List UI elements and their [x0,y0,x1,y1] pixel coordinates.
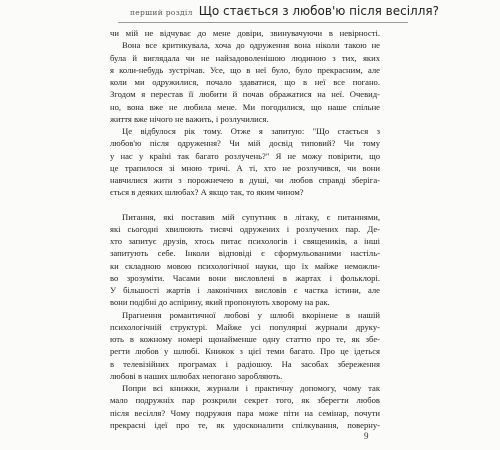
chapter-title: Що стається з любов'ю після весілля? [198,4,439,18]
paragraph [110,125,380,199]
paragraph [110,211,380,309]
text-line: Питання, які поставив мій супутник в літаку, є питаннями, [122,211,380,222]
text-line: во зрозуміти. Часами вони висловлені в жартах і фольклорі. [110,272,380,283]
paragraph [110,382,380,431]
text-line: це трапилося зі мною тричі. А ті, хто не розлучився, чи вони [110,162,380,173]
text-line: хто запитує друзів, хтось питає психологів і священиків, а інші [110,236,380,246]
text-line: психологічній структурі. Майже усі популярні журнали друку- [110,321,380,332]
page-number: 9 [364,431,369,441]
text-line: коли ми одружилися, почало здаватися, що в неї все погано. [110,77,380,87]
text-line: я коли-небудь зустрічав. Усе, що в неї було, було прекрасним, але [110,64,380,75]
text-line: ється в деяких шлюбах? А якщо так, то яким чином? [110,187,304,198]
text-line: прекрасні ідеї про те, як удосконалити спілкування, поверну- [110,419,380,430]
chapter-label: перший розділ [130,8,193,17]
text-line: запитують себе. Інколи відповіді є сформульованими настіль- [110,248,380,259]
paragraph-gap [110,199,380,211]
text-line: ють в кожному номері щонайменше одну статтю про те, як збе- [110,334,380,344]
text-line: після весілля? Чому подружня пара може піти на семінар, почути [110,407,380,418]
text-line: життя вже нічого не важить, і розлучилися. [110,113,269,124]
header-rule [118,22,408,23]
text-line: Згодом я перестав її любити й почав ображатися на неї. Очевид- [110,89,380,100]
paragraph [110,27,380,125]
text-line: Вона все критикувала, хоча до одруження вона ніколи такою не [122,40,380,51]
text-line: вони подібні до аспірину, який пропонують хворому на рак. [110,297,330,308]
text-line: ки складною мовою психологічної науки, що їх майже неможли- [110,260,380,271]
text-line: Прагнення романтичної любові у шлюбі вкорінене в нашій [122,309,380,320]
text-line: У більшості жартів і лаконічних висловів є частка істини, але [110,285,380,295]
text-line: регти любов у шлюбі. Книжок з цієї теми багато. Про це ідеться [110,346,380,357]
text-line: була й виглядала чи не найзадоволенішою людиною з тих, яких [110,52,380,63]
text-line: Попри всі книжки, журнали і практичну допомогу, чому так [122,383,380,393]
page-body [110,27,380,431]
text-line: любов'ю після одруження? Чи мій досвід типовий? Чи тому [110,138,380,149]
text-line: у нас у країні так багато розлучень?" Я не можу повірити, що [110,150,380,161]
paragraph [110,309,380,383]
text-line: но, вона вже не любила мене. Ми погодилися, що наше спільне [110,101,380,112]
text-line: навчилися жити з порожнечею в душі, чи любов справді зберіга- [110,175,380,185]
text-line: чи мій не відчуває до мене довіри, звинувачуючи в невірності. [110,28,380,38]
text-line: Це відбулося рік тому. Отже я запитую: "Що стається з [122,126,380,136]
text-line: мало подружніх пар розкрили секрет того, як зберегти любов [110,395,380,406]
text-line: любові в наших шлюбах непогано заробляють. [110,370,283,381]
text-line: які сьогодні хвилюють тисячі одружених і розлучених пар. Де- [110,223,380,234]
text-line: в телевізійних програмах і радіошоу. На засобах збереження [110,358,380,369]
running-header [130,4,439,24]
